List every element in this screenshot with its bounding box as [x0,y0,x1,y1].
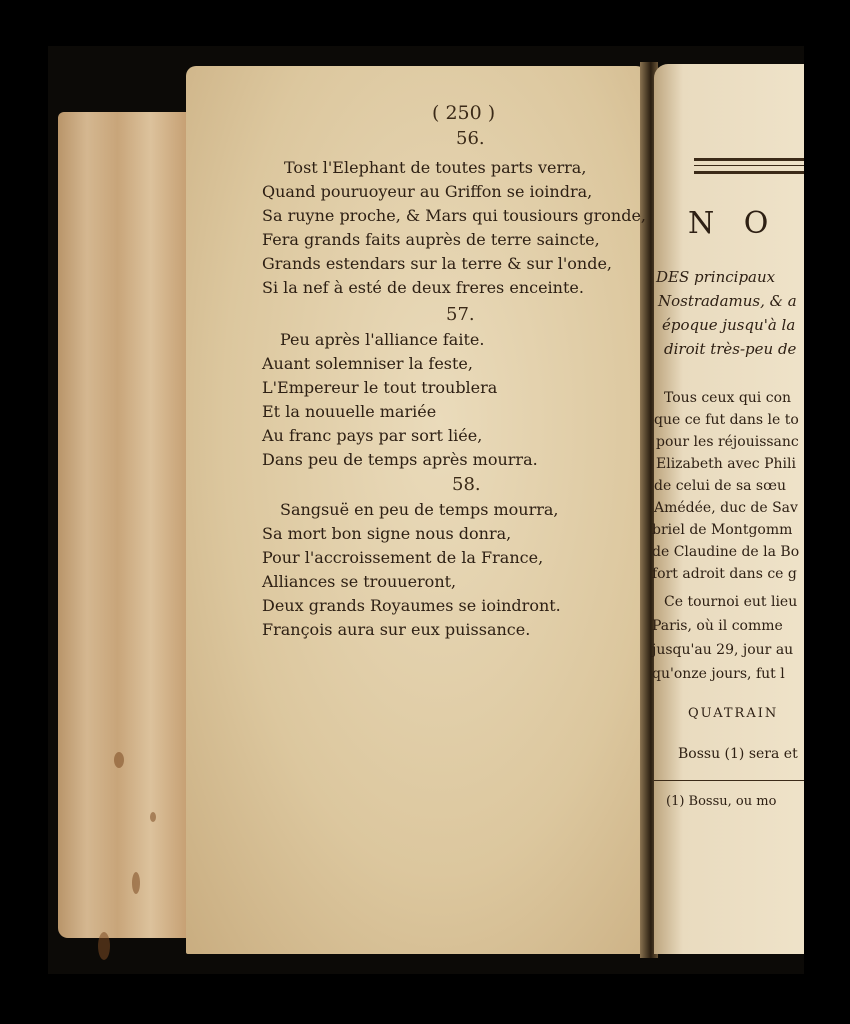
verse-line: Pour l'accroissement de la France, [262,548,544,567]
verse-line: Sa ruyne proche, & Mars qui tousiours gronde, [262,206,647,225]
body-line: Amédée, duc de Sav [654,500,798,516]
footnote: (1) Bossu, ou mo [666,794,777,809]
verse-line: Dans peu de temps après mourra. [262,450,538,469]
subtitle-line: Nostradamus, & a [658,292,797,310]
verse-line: Et la nouuelle mariée [262,402,437,421]
subtitle-line: époque jusqu'à la [662,316,796,334]
verse-line: Fera grands faits auprès de terre saincte, [262,230,600,249]
body-line: fort adroit dans ce g [652,566,797,582]
ornamental-rule [694,171,804,174]
section-title: QUATRAIN [688,706,779,721]
subtitle-line: DES principaux [656,268,776,286]
verse-line: Quand pouruoyeur au Griffon se ioindra, [262,182,593,201]
verse-line: Deux grands Royaumes se ioindront. [262,596,561,615]
body-line: Tous ceux qui con [664,390,792,406]
body-line: de celui de sa sœu [654,478,786,494]
quatrain-number: 57. [446,304,475,325]
verse-line: Alliances se trouueront, [262,572,457,591]
verse-line: François aura sur eux puissance. [262,620,531,639]
body-line: Ce tournoi eut lieu [664,594,798,610]
ornamental-rule [694,158,804,161]
scanned-book-spread [48,46,804,974]
verse-line: Tost l'Elephant de toutes parts verra, [284,158,587,177]
body-line: Paris, où il comme [652,618,783,634]
body-line: Elizabeth avec Phili [656,456,796,472]
body-line: de Claudine de la Bo [652,544,800,560]
verse-line: Au franc pays par sort liée, [262,426,483,445]
verse-line: Sangsuë en peu de temps mourra, [280,500,559,519]
page-number: ( 250 ) [432,102,496,124]
quatrain-number: 58. [452,474,481,495]
chapter-heading: N O [688,206,779,241]
footnote-rule [654,780,804,781]
body-line: briel de Montgomm [652,522,793,538]
verse-line: Si la nef à esté de deux freres enceinte. [262,278,584,297]
quatrain-line: Bossu (1) sera et [678,746,798,762]
body-line: que ce fut dans le to [654,412,799,428]
body-line: pour les réjouissanc [656,434,799,450]
verse-line: Auant solemniser la feste, [262,354,473,373]
verse-line: Sa mort bon signe nous donra, [262,524,512,543]
subtitle-line: diroit très-peu de [664,340,797,358]
book-fore-edge [58,112,190,938]
verse-line: Peu après l'alliance faite. [280,330,485,349]
body-line: qu'onze jours, fut l [652,666,785,682]
quatrain-number: 56. [456,128,485,149]
verse-line: Grands estendars sur la terre & sur l'onde, [262,254,612,273]
ornamental-rule [694,165,804,166]
verse-line: L'Empereur le tout troublera [262,378,498,397]
body-line: jusqu'au 29, jour au [652,642,794,658]
